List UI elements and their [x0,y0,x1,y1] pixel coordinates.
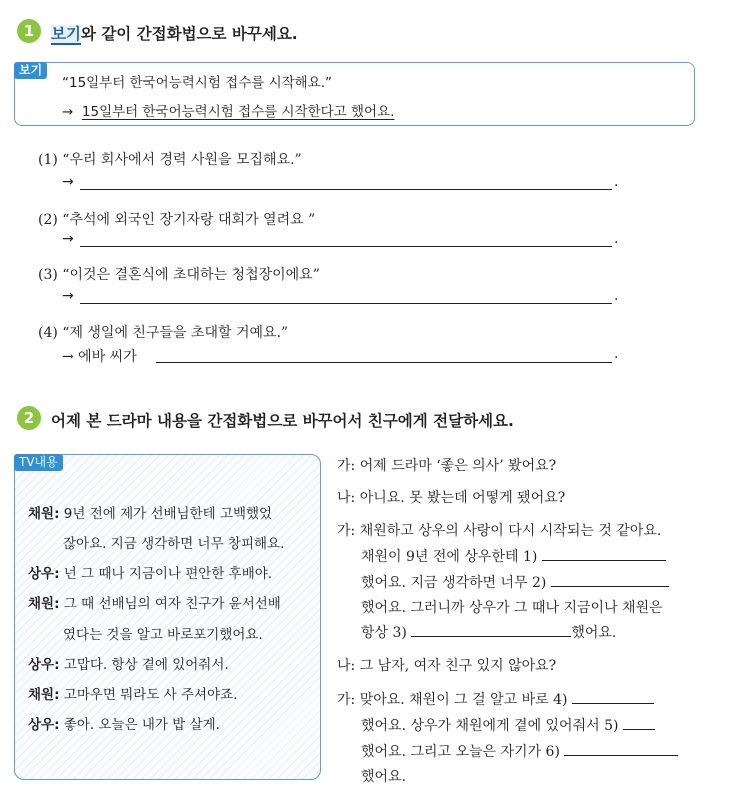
exercise-2-arrow: → [62,231,74,247]
blank-4[interactable] [572,689,654,704]
tv-line-2 [63,532,284,552]
exercise-1-quote: (1) “우리 회사에서 경력 사원을 모집해요.” [38,152,302,168]
blank-1[interactable] [542,546,666,561]
exercise-1-arrow: → [62,174,74,190]
tv-text: 였다는 것을 알고 바로포기했어요. [63,627,263,643]
exercise-4-quote: (4) “제 생일에 친구들을 초대할 거예요.” [38,325,289,341]
tv-text: 좋아. 오늘은 내가 밥 살게. [59,717,220,733]
dialogue-line-7 [361,622,616,642]
blank-6[interactable] [564,741,678,756]
exercise-1-answer-line[interactable] [80,189,612,190]
tv-speaker: 상우: [28,717,60,733]
exercise-4-prefix: → 에바 씨가 [62,349,137,365]
dialogue-line-9 [337,689,654,709]
dialogue-text: 했어요. 지금 생각하면 너무 2) [361,575,547,591]
tv-speaker: 상우: [28,657,60,673]
dialogue-line-4 [361,546,666,566]
tv-speaker: 채원: [28,506,60,522]
section1-title [51,22,298,44]
tv-text: 넌 그 때나 지금이나 편안한 후배야. [59,566,273,582]
exercise-1-period: . [614,174,619,190]
exercise-3-arrow: → [62,288,74,304]
tv-speaker: 채원: [28,687,60,703]
tv-content-tag: TV내용 [14,454,63,471]
tv-line-6 [28,653,229,673]
tv-line-7 [28,683,237,703]
tv-text: 고마우면 뭐라도 사 주셔야죠. [59,687,238,703]
example-tag: 보기 [14,62,47,79]
tv-text: 잖아요. 지금 생각하면 너무 창피해요. [63,536,285,552]
blank-2[interactable] [551,572,669,587]
section1-title-highlight: 보기 [51,25,81,43]
exercise-2-period: . [614,231,619,247]
dialogue-text: 항상 3) [361,625,407,641]
tv-line-1 [28,502,272,522]
section1-number: 1 [17,19,41,43]
tv-line-3 [28,562,272,582]
blank-5[interactable] [623,715,655,730]
dialogue-line-5 [361,572,669,592]
exercise-3-quote: (3) “이것은 결혼식에 초대하는 청첩장이에요” [38,267,320,283]
tv-speaker: 채원: [28,596,60,612]
exercise-4-answer-line[interactable] [156,362,612,363]
example-answer-line [62,100,394,120]
dialogue-text: 채원이 9년 전에 상우한테 1) [361,549,538,565]
dialogue-text: 했어요. 그리고 오늘은 자기가 6) [361,744,560,760]
dialogue-line-10 [361,715,655,735]
dialogue-line-12: 했어요. [361,769,407,785]
exercise-3-period: . [614,288,619,304]
dialogue-line-3: 가: 채원하고 상우의 사랑이 다시 시작되는 것 같아요. [337,523,662,539]
tv-speaker: 상우: [28,566,60,582]
dialogue-text: 했어요. [571,625,617,641]
tv-text: 그 때 선배님의 여자 친구가 윤서선배 [59,596,281,612]
tv-line-4 [28,592,281,612]
exercise-2-answer-line[interactable] [80,246,612,247]
section2-title: 어제 본 드라마 내용을 간접화법으로 바꾸어서 친구에게 전달하세요. [51,412,514,430]
example-answer: 15일부터 한국어능력시험 접수를 시작한다고 했어요. [81,104,395,120]
tv-text: 9년 전에 제가 선배님한테 고백했었 [59,506,273,522]
dialogue-line-6: 했어요. 그러니까 상우가 그 때나 지금이나 채원은 [361,600,663,616]
tv-line-8 [28,713,220,733]
dialogue-line-1: 가: 어제 드라마 ‘좋은 의사’ 봤어요? [337,458,557,474]
dialogue-line-2: 나: 아니요. 못 봤는데 어떻게 됐어요? [337,490,566,506]
section2-number: 2 [17,406,41,430]
arrow-icon: → [62,104,74,120]
tv-text: 고맙다. 항상 곁에 있어줘서. [59,657,229,673]
exercise-4-period: . [614,346,619,362]
exercise-2-quote: (2) “추석에 외국인 장기자랑 대회가 열려요 ” [38,212,316,228]
section1-title-rest: 와 같이 간접화법으로 바꾸세요. [80,25,298,43]
dialogue-line-8: 나: 그 남자, 여자 친구 있지 않아요? [337,658,557,674]
dialogue-text: 가: 맞아요. 채원이 그 걸 알고 바로 4) [337,692,568,708]
blank-3[interactable] [411,622,571,637]
exercise-3-answer-line[interactable] [80,303,612,304]
dialogue-text: 했어요. 상우가 채원에게 곁에 있어줘서 5) [361,718,619,734]
tv-line-5 [63,623,263,643]
dialogue-line-11 [361,741,678,761]
example-quote: “15일부터 한국어능력시험 접수를 시작해요.” [62,75,333,91]
